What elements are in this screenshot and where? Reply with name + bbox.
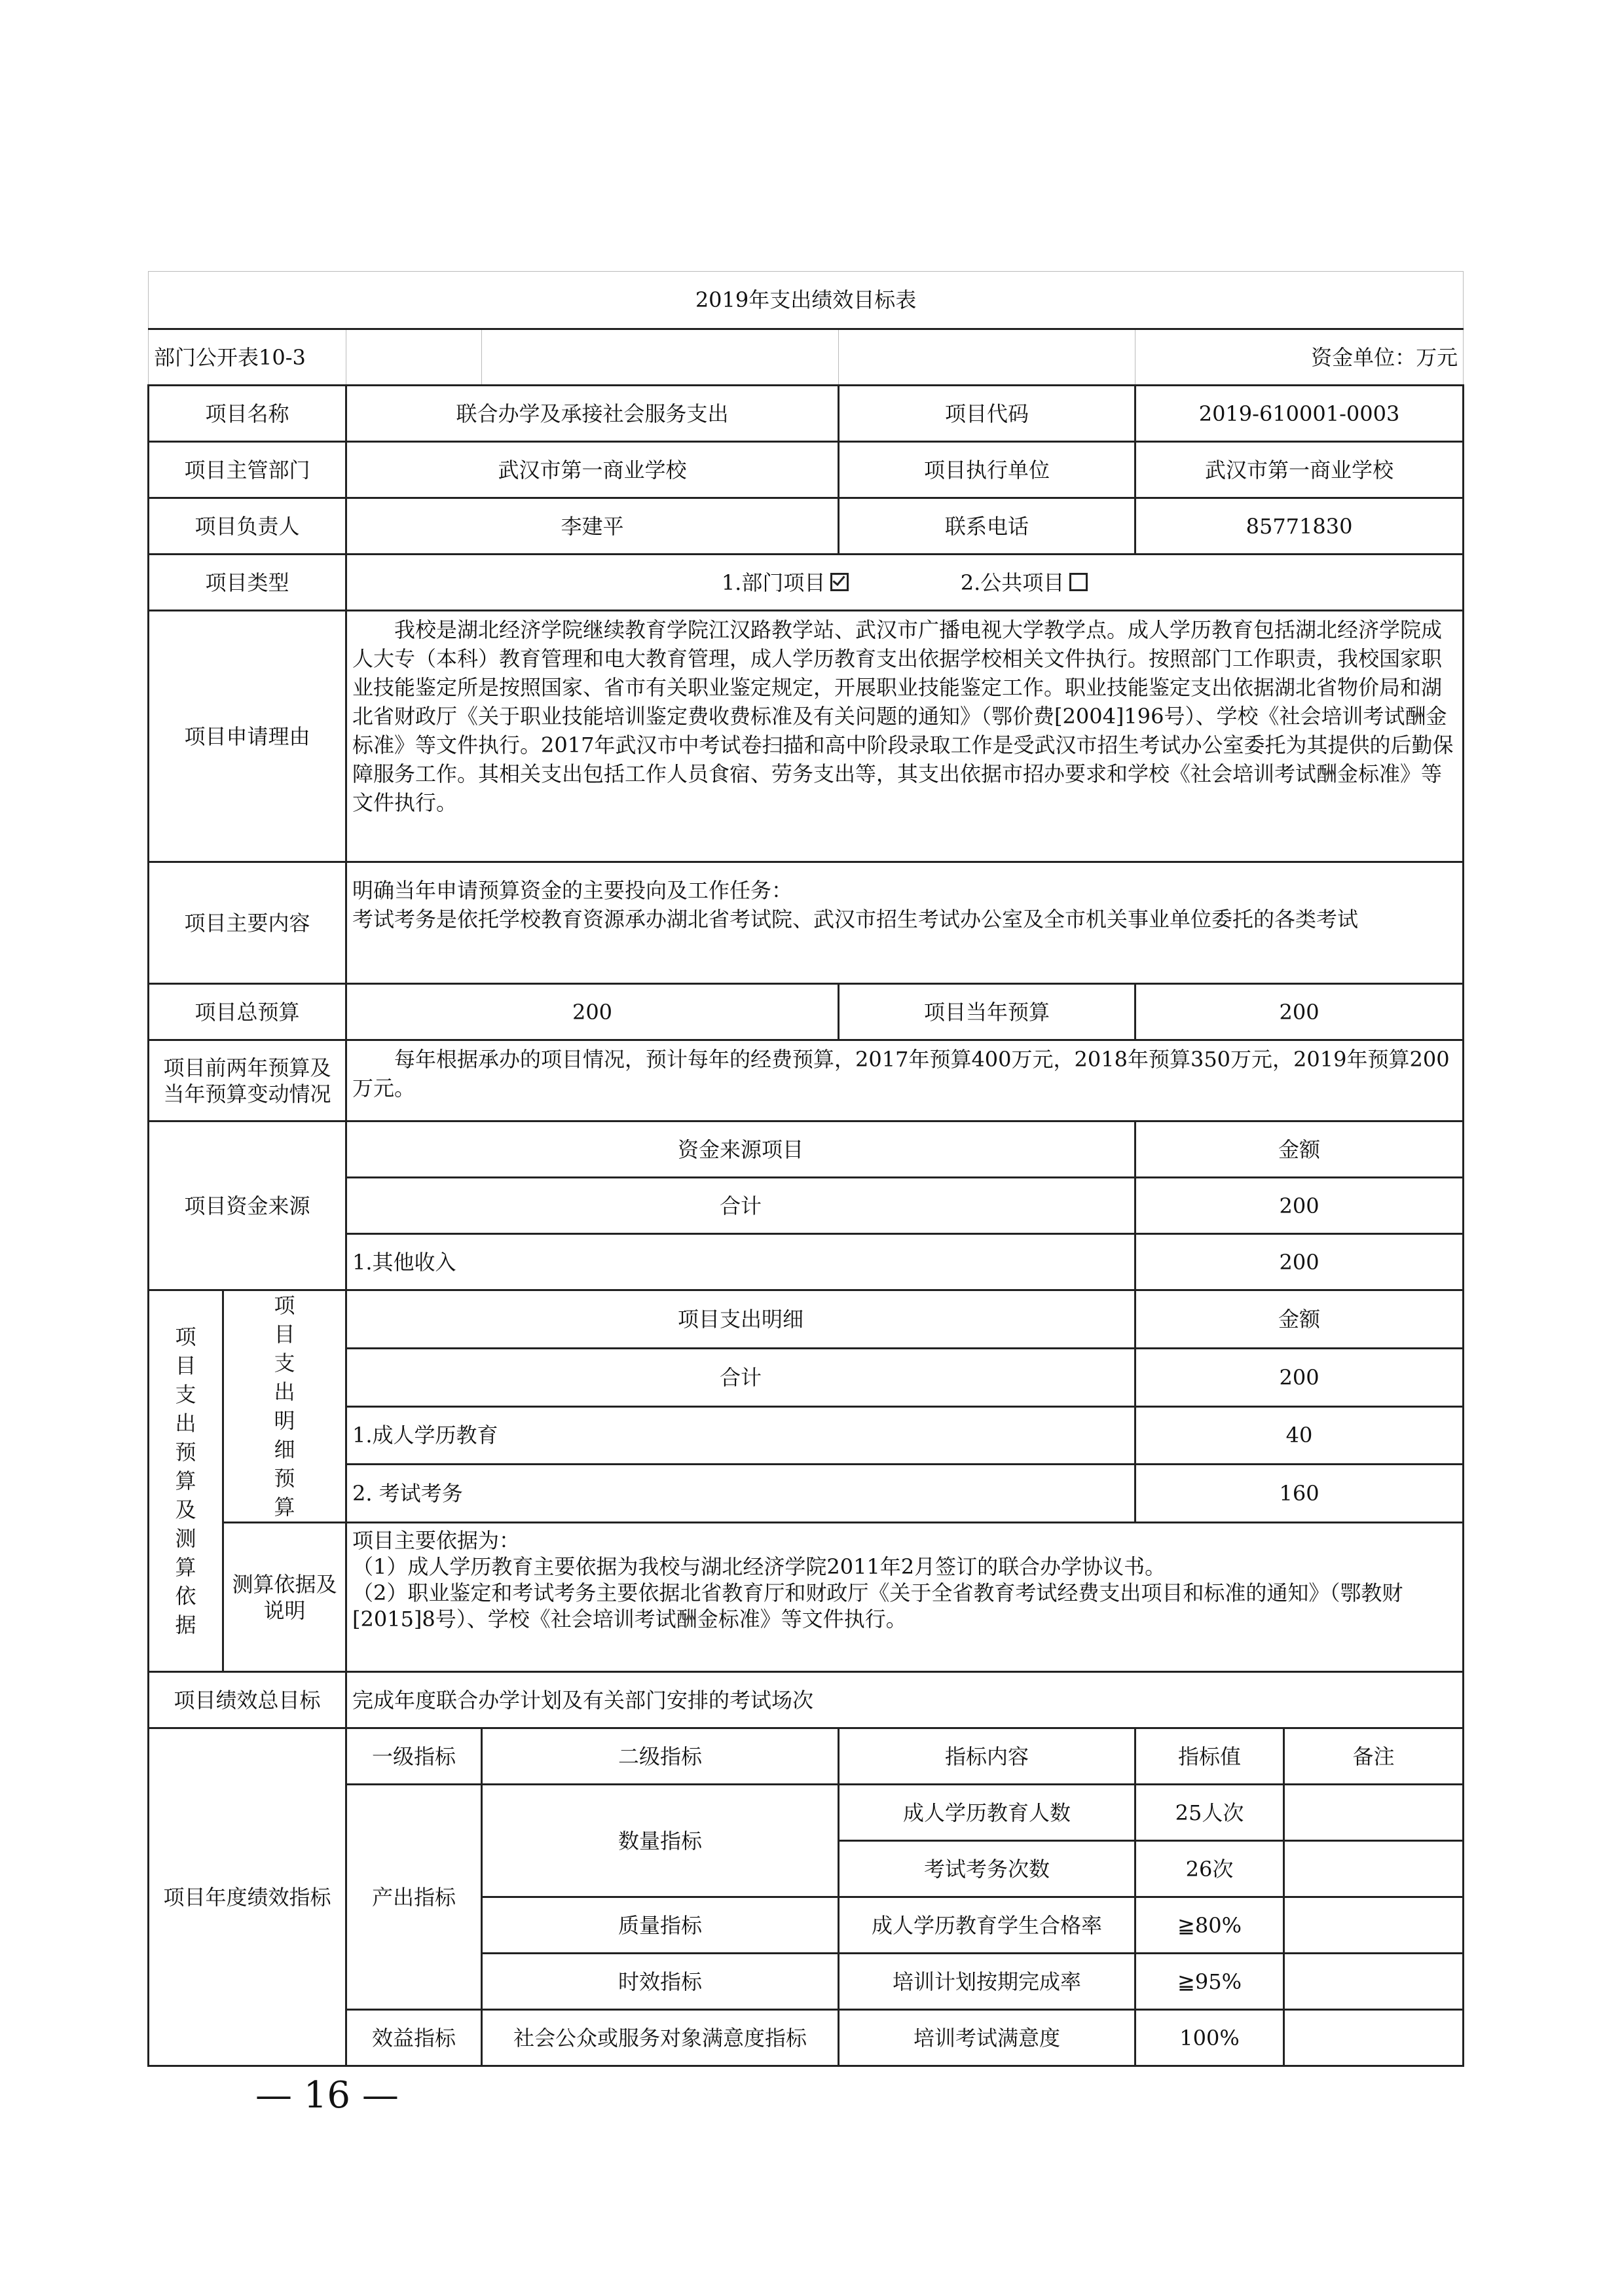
- indicator-remark: [1284, 1954, 1464, 2010]
- expenditure-row-amount: 40: [1135, 1406, 1464, 1465]
- expenditure-row-item: 合计: [346, 1348, 1135, 1406]
- leader-label: 项目负责人: [149, 498, 346, 555]
- basis-line: （1）成人学历教育主要依据为我校与湖北经济学院2011年2月签订的联合办学协议书。: [352, 1554, 1166, 1579]
- indicator-content: 培训计划按期完成率: [839, 1954, 1135, 2010]
- expenditure-row-amount: 160: [1135, 1465, 1464, 1523]
- leader-value: 李建平: [346, 498, 839, 555]
- funding-row-item: 合计: [346, 1178, 1135, 1234]
- indicator-value: ≧95%: [1135, 1954, 1284, 2010]
- indicator-content: 培训考试满意度: [839, 2010, 1135, 2066]
- timeliness-indicator: 时效指标: [482, 1954, 839, 2010]
- checked-box-icon: [830, 573, 849, 591]
- blank-cell: [482, 329, 839, 386]
- indicator-content: 成人学历教育人数: [839, 1785, 1135, 1841]
- funding-row-amount: 200: [1135, 1178, 1464, 1234]
- total-budget-value: 200: [346, 984, 839, 1040]
- current-budget-value: 200: [1135, 984, 1464, 1040]
- indicator-value: 100%: [1135, 2010, 1284, 2066]
- content-line-2: 考试考务是依托学校教育资源承办湖北省考试院、武汉市招生考试办公室及全市机关事业单位委托的各类考试: [352, 907, 1359, 932]
- indicator-content: 考试考务次数: [839, 1841, 1135, 1897]
- project-name: 联合办学及承接社会服务支出: [346, 386, 839, 442]
- performance-target-sheet: [147, 271, 1462, 2050]
- project-type-label: 项目类型: [149, 555, 346, 611]
- overall-goal-text: 完成年度联合办学计划及有关部门安排的考试场次: [346, 1672, 1464, 1728]
- overall-goal-label: 项目绩效总目标: [149, 1672, 346, 1728]
- indicator-remark: [1284, 1841, 1464, 1897]
- exec-unit-value: 武汉市第一商业学校: [1135, 442, 1464, 498]
- dept-label: 项目主管部门: [149, 442, 346, 498]
- content-label: 项目主要内容: [149, 862, 346, 984]
- type-option-dept[interactable]: 1.部门项目: [722, 570, 849, 595]
- funding-row-item: 1.其他收入: [346, 1234, 1135, 1290]
- phone-value: 85771830: [1135, 498, 1464, 555]
- output-indicator: 产出指标: [346, 1785, 482, 2010]
- basis-label: 测算依据及说明: [223, 1523, 346, 1672]
- remark-header: 备注: [1284, 1728, 1464, 1785]
- benefit-indicator: 效益指标: [346, 2010, 482, 2066]
- history-label: 项目前两年预算及当年预算变动情况: [149, 1040, 346, 1121]
- basis-line: （2）职业鉴定和考试考务主要依据北省教育厅和财政厅《关于全省教育考试经费支出项目和标准的通知》（鄂教财[2015]8号）、学校《社会培训考试酬金标准》等文件执行。: [352, 1580, 1403, 1631]
- exec-unit-label: 项目执行单位: [839, 442, 1135, 498]
- indicator-value: 25人次: [1135, 1785, 1284, 1841]
- funding-amount-header: 金额: [1135, 1121, 1464, 1178]
- project-type-options: [346, 555, 1464, 611]
- indicator-remark: [1284, 1785, 1464, 1841]
- satisfaction-indicator: 社会公众或服务对象满意度指标: [482, 2010, 839, 2066]
- value-header: 指标值: [1135, 1728, 1284, 1785]
- reason-text: 我校是湖北经济学院继续教育学院江汉路教学站、武汉市广播电视大学教学点。成人学历教育包括湖北经济学院成人大专（本科）教育管理和电大教育管理，成人学历教育支出依据学校相关文件执行。按照部门工作职责，我校国家职业技能鉴定所是按照国家、省市有关职业鉴定规定，开展职业技能鉴定工作。职业技能鉴定支出依据湖北省物价局和湖北省财政厅《关于职业技能培训鉴定费收费标准及有关问题的通知》（鄂价费[2004]196号）、学校《社会培训考试酬金标准》等文件执行。2017年武汉市中考试卷扫描和高中阶段录取工作是受武汉市招生考试办公室委托为其提供的后勤保障服务工作。其相关支出包括工作人员食宿、劳务支出等，其支出依据市招办要求和学校《社会培训考试酬金标准》等文件执行。: [352, 617, 1454, 815]
- project-code-label: 项目代码: [839, 386, 1135, 442]
- indicator-remark: [1284, 1897, 1464, 1954]
- project-name-label: 项目名称: [149, 386, 346, 442]
- expenditure-item-header: 项目支出明细: [346, 1290, 1135, 1349]
- level2-header: 二级指标: [482, 1728, 839, 1785]
- funding-label: 项目资金来源: [149, 1121, 346, 1290]
- performance-target-table: [147, 271, 1464, 2067]
- phone-label: 联系电话: [839, 498, 1135, 555]
- page-title: 2019年支出绩效目标表: [149, 272, 1464, 329]
- indicator-value: 26次: [1135, 1841, 1284, 1897]
- total-budget-label: 项目总预算: [149, 984, 346, 1040]
- expenditure-row-item: 1.成人学历教育: [346, 1406, 1135, 1465]
- funding-row-amount: 200: [1135, 1234, 1464, 1290]
- expenditure-row-amount: 200: [1135, 1348, 1464, 1406]
- quality-indicator: 质量指标: [482, 1897, 839, 1954]
- currency-unit: 资金单位：万元: [1135, 329, 1464, 386]
- content-header: 指标内容: [839, 1728, 1135, 1785]
- indicator-value: ≧80%: [1135, 1897, 1284, 1954]
- indicators-label: 项目年度绩效指标: [149, 1728, 346, 2066]
- basis-line: 项目主要依据为：: [352, 1528, 521, 1553]
- expenditure-amount-header: 金额: [1135, 1290, 1464, 1349]
- indicator-remark: [1284, 2010, 1464, 2066]
- reason-label: 项目申请理由: [149, 611, 346, 862]
- expenditure-row-item: 2. 考试考务: [346, 1465, 1135, 1523]
- type-option-public[interactable]: 2.公共项目: [961, 570, 1088, 595]
- history-text: 每年根据承办的项目情况，预计每年的经费预算，2017年预算400万元，2018年预算350万元，2019年预算200万元。: [352, 1047, 1450, 1101]
- current-budget-label: 项目当年预算: [839, 984, 1135, 1040]
- blank-cell: [346, 329, 482, 386]
- quantity-indicator: 数量指标: [482, 1785, 839, 1897]
- level1-header: 一级指标: [346, 1728, 482, 1785]
- dept-value: 武汉市第一商业学校: [346, 442, 839, 498]
- indicator-content: 成人学历教育学生合格率: [839, 1897, 1135, 1954]
- content-line-1: 明确当年申请预算资金的主要投向及工作任务：: [352, 878, 793, 903]
- page-number: — 16 —: [255, 2074, 399, 2117]
- table-code: 部门公开表10-3: [149, 329, 346, 386]
- unchecked-box-icon: [1069, 573, 1088, 591]
- funding-source-header: 资金来源项目: [346, 1121, 1135, 1178]
- project-code: 2019-610001-0003: [1135, 386, 1464, 442]
- expenditure-detail-label: 项目支出明细预算: [274, 1293, 295, 1520]
- blank-cell: [839, 329, 1135, 386]
- expenditure-outer-label: 项目支出预算及测算依据: [175, 1324, 196, 1637]
